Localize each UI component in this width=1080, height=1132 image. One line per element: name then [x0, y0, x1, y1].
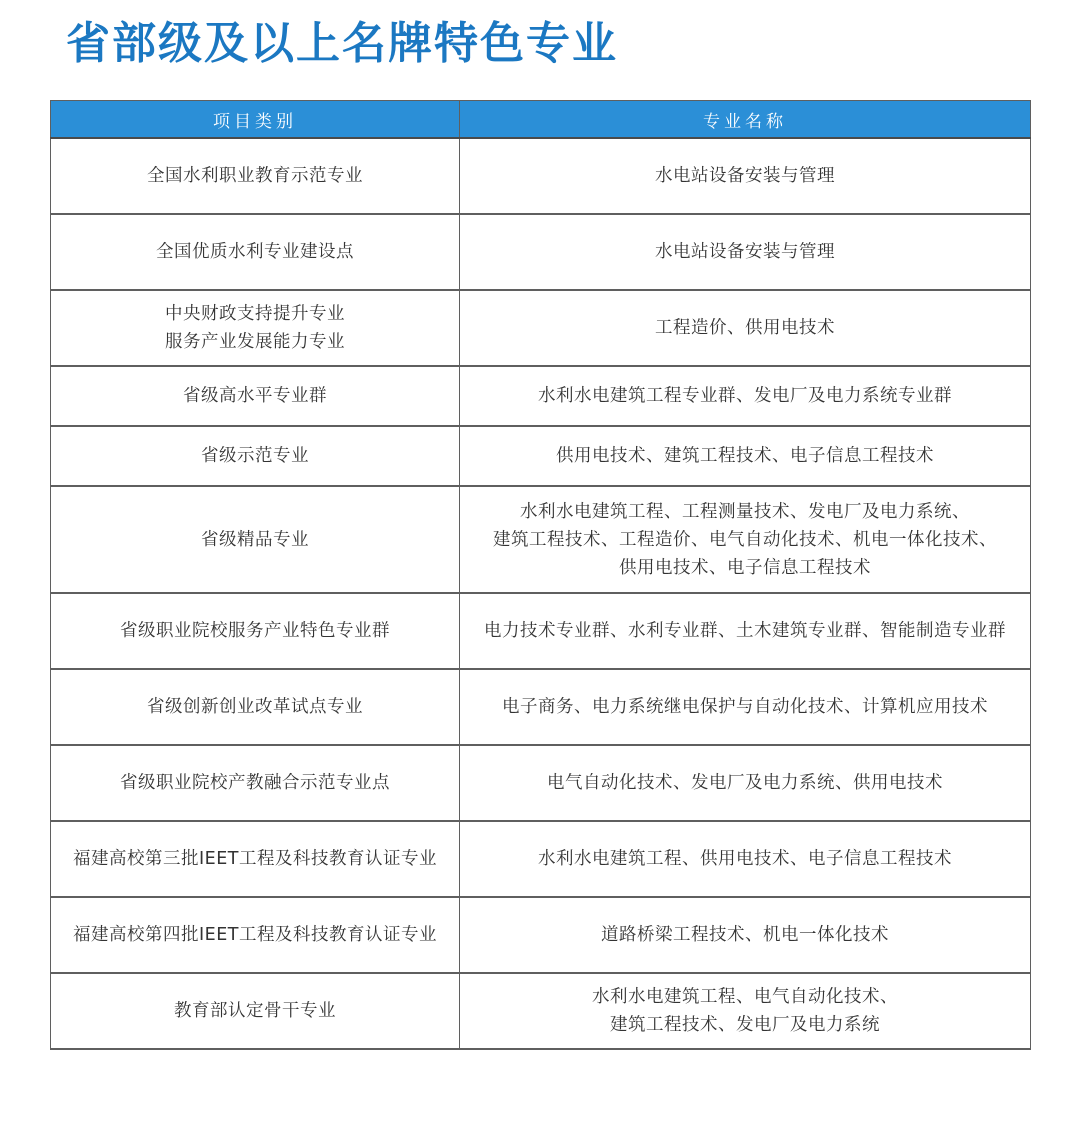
category-cell: 省级职业院校服务产业特色专业群: [51, 593, 460, 669]
table-row: [51, 821, 1031, 897]
category-cell: 福建高校第三批IEET工程及科技教育认证专业: [51, 821, 460, 897]
page-title: 省部级及以上名牌特色专业: [66, 18, 618, 69]
column-header-majors: 专业名称: [460, 101, 1031, 139]
table-row: [51, 897, 1031, 973]
category-cell: 省级高水平专业群: [51, 366, 460, 426]
majors-cell: 电力技术专业群、水利专业群、土木建筑专业群、智能制造专业群: [460, 593, 1031, 669]
category-cell: 福建高校第四批IEET工程及科技教育认证专业: [51, 897, 460, 973]
majors-cell: 水电站设备安装与管理: [460, 138, 1031, 214]
table-row: [51, 138, 1031, 214]
category-cell: 中央财政支持提升专业 服务产业发展能力专业: [51, 290, 460, 366]
majors-cell: 电子商务、电力系统继电保护与自动化技术、计算机应用技术: [460, 669, 1031, 745]
majors-cell: 水利水电建筑工程专业群、发电厂及电力系统专业群: [460, 366, 1031, 426]
table-row: [51, 593, 1031, 669]
table-row: [51, 745, 1031, 821]
category-cell: 全国优质水利专业建设点: [51, 214, 460, 290]
category-cell: 全国水利职业教育示范专业: [51, 138, 460, 214]
majors-cell: 工程造价、供用电技术: [460, 290, 1031, 366]
majors-cell: 水利水电建筑工程、供用电技术、电子信息工程技术: [460, 821, 1031, 897]
category-cell: 省级创新创业改革试点专业: [51, 669, 460, 745]
table-row: [51, 214, 1031, 290]
table-row: [51, 366, 1031, 426]
category-cell: 省级精品专业: [51, 486, 460, 593]
majors-cell: 道路桥梁工程技术、机电一体化技术: [460, 897, 1031, 973]
majors-cell: 电气自动化技术、发电厂及电力系统、供用电技术: [460, 745, 1031, 821]
category-cell: 教育部认定骨干专业: [51, 973, 460, 1049]
majors-cell: 水电站设备安装与管理: [460, 214, 1031, 290]
table-row: [51, 486, 1031, 593]
column-header-category: 项目类别: [51, 101, 460, 139]
majors-cell: 水利水电建筑工程、电气自动化技术、 建筑工程技术、发电厂及电力系统: [460, 973, 1031, 1049]
table-header-row: [51, 101, 1031, 139]
majors-cell: 水利水电建筑工程、工程测量技术、发电厂及电力系统、 建筑工程技术、工程造价、电气自动化技术、机电一体化技术、 供用电技术、电子信息工程技术: [460, 486, 1031, 593]
table-row: [51, 290, 1031, 366]
table-row: [51, 973, 1031, 1049]
table-row: [51, 669, 1031, 745]
majors-table: [50, 100, 1031, 1050]
majors-cell: 供用电技术、建筑工程技术、电子信息工程技术: [460, 426, 1031, 486]
category-cell: 省级职业院校产教融合示范专业点: [51, 745, 460, 821]
table-row: [51, 426, 1031, 486]
category-cell: 省级示范专业: [51, 426, 460, 486]
